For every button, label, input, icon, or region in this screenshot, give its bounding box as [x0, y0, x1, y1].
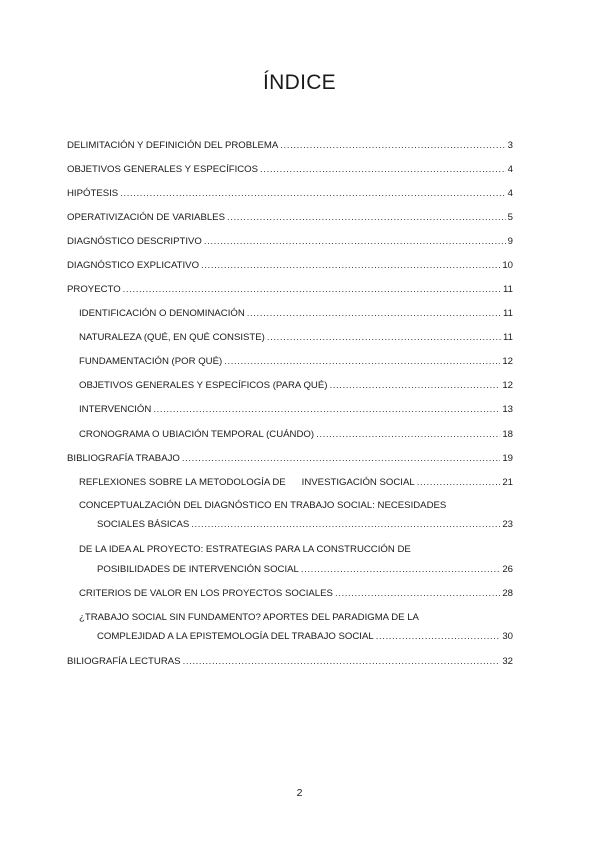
- toc-entry-title: OBJETIVOS GENERALES Y ESPECÍFICOS (PARA QUÉ): [79, 380, 328, 391]
- toc-leader-dots: [417, 477, 501, 489]
- page-number: 2: [296, 787, 303, 799]
- toc-entry-title: BILIOGRAFÍA LECTURAS: [67, 656, 181, 667]
- toc-entry[interactable]: [67, 188, 513, 200]
- toc-entry[interactable]: [67, 164, 513, 176]
- toc-entry-page: 4: [507, 164, 513, 175]
- toc-subentry[interactable]: [97, 519, 513, 531]
- toc-entry-title: DIAGNÓSTICO DESCRIPTIVO: [67, 236, 202, 247]
- toc-leader-dots: [204, 236, 506, 248]
- toc-entry-page: 11: [503, 308, 513, 319]
- page-title: ÍNDICE: [263, 71, 336, 94]
- toc-leader-dots: [301, 564, 500, 576]
- toc-entry-title: REFLEXIONES SOBRE LA METODOLOGÍA DE INVESTIGACIÓN SOCIAL: [79, 477, 415, 488]
- toc-entry-page: 5: [507, 212, 513, 223]
- toc-leader-dots: [335, 588, 500, 600]
- toc-leader-dots: [267, 332, 501, 344]
- toc-subentry[interactable]: [79, 588, 513, 600]
- toc-leader-dots: [227, 212, 506, 224]
- toc-leader-dots: [120, 188, 505, 200]
- toc-entry[interactable]: [67, 236, 513, 248]
- toc-entry[interactable]: [67, 656, 513, 668]
- toc-entry-page: 13: [502, 404, 513, 415]
- toc-entry-page: 3: [507, 140, 513, 151]
- toc-entry-page: 4: [507, 188, 513, 199]
- toc-entry-page: 10: [502, 260, 513, 271]
- toc-entry[interactable]: [67, 453, 513, 465]
- toc-entry-page: 11: [503, 332, 513, 343]
- toc-entry-page: 19: [502, 453, 513, 464]
- toc-entry-page: 32: [502, 656, 513, 667]
- toc-subentry[interactable]: [79, 429, 513, 441]
- toc-entry-title: COMPLEJIDAD A LA EPISTEMOLOGÍA DEL TRABAJO SOCIAL: [97, 631, 374, 642]
- toc-entry-title: DIAGNÓSTICO EXPLICATIVO: [67, 260, 200, 271]
- toc-entry-title: FUNDAMENTACIÓN (POR QUÉ): [79, 356, 223, 367]
- toc-entry-title: HIPÓTESIS: [67, 188, 119, 199]
- toc-entry-page: 11: [503, 284, 513, 295]
- toc-entry-page: 12: [502, 356, 513, 367]
- toc-entry-title: OBJETIVOS GENERALES Y ESPECÍFICOS: [67, 164, 259, 175]
- toc-leader-dots: [329, 380, 500, 392]
- toc-subentry[interactable]: [97, 564, 513, 576]
- toc-entry-title: PROYECTO: [67, 284, 121, 295]
- toc-entry[interactable]: [67, 212, 513, 224]
- toc-leader-dots: [182, 453, 500, 465]
- toc-leader-dots: [224, 356, 500, 368]
- toc-entry-page: 26: [502, 564, 513, 575]
- toc-leader-dots: [123, 284, 501, 296]
- toc-leader-dots: [191, 519, 500, 531]
- toc-leader-dots: [376, 631, 501, 643]
- toc-entry-page: 28: [502, 588, 513, 599]
- toc-entry-title: INTERVENCIÓN: [79, 404, 152, 415]
- toc-leader-dots: [260, 164, 506, 176]
- toc-entry-page: 30: [502, 631, 513, 642]
- toc-entry-title: CRONOGRAMA O UBIACIÓN TEMPORAL (CUÁNDO): [79, 429, 315, 440]
- toc-entry-page: 23: [502, 519, 513, 530]
- toc-entry-title: NATURALEZA (QUÉ, EN QUÉ CONSISTE): [79, 332, 265, 343]
- toc-subentry[interactable]: [79, 380, 513, 392]
- toc-entry[interactable]: [67, 140, 513, 152]
- toc-entry[interactable]: [67, 284, 513, 296]
- toc-subentry[interactable]: [79, 308, 513, 320]
- toc-leader-dots: [247, 308, 501, 320]
- toc-subentry[interactable]: [79, 404, 513, 416]
- toc-entry[interactable]: [67, 260, 513, 272]
- toc-subentry-first-line[interactable]: ¿TRABAJO SOCIAL SIN FUNDAMENTO? APORTES DEL PARADIGMA DE LA: [79, 612, 419, 623]
- toc-entry-page: 12: [502, 380, 513, 391]
- toc-entry-title: CRITERIOS DE VALOR EN LOS PROYECTOS SOCIALES: [79, 588, 333, 599]
- toc-subentry[interactable]: [79, 477, 513, 489]
- toc-leader-dots: [280, 140, 505, 152]
- toc-leader-dots: [201, 260, 500, 272]
- toc-subentry[interactable]: [97, 631, 513, 643]
- toc-leader-dots: [316, 429, 500, 441]
- toc-leader-dots: [153, 404, 500, 416]
- toc-subentry[interactable]: [79, 332, 513, 344]
- toc-entry-title: POSIBILIDADES DE INTERVENCIÓN SOCIAL: [97, 564, 299, 575]
- toc-leader-dots: [183, 656, 501, 668]
- toc-subentry-first-line[interactable]: DE LA IDEA AL PROYECTO: ESTRATEGIAS PARA LA CONSTRUCCIÓN DE: [79, 544, 411, 555]
- toc-entry-title: OPERATIVIZACIÓN DE VARIABLES: [67, 212, 225, 223]
- toc-entry-page: 9: [507, 236, 513, 247]
- toc-entry-title: IDENTIFICACIÓN O DENOMINACIÓN: [79, 308, 245, 319]
- toc-subentry-first-line[interactable]: CONCEPTUALZACIÓN DEL DIAGNÓSTICO EN TRABAJO SOCIAL: NECESIDADES: [79, 500, 447, 511]
- toc-entry-page: 18: [502, 429, 513, 440]
- toc-entry-page: 21: [502, 477, 513, 488]
- toc-subentry[interactable]: [79, 356, 513, 368]
- toc-entry-title: SOCIALES BÁSICAS: [97, 519, 190, 530]
- toc-entry-title: DELIMITACIÓN Y DEFINICIÓN DEL PROBLEMA: [67, 140, 279, 151]
- toc-entry-title: BIBLIOGRAFÍA TRABAJO: [67, 453, 180, 464]
